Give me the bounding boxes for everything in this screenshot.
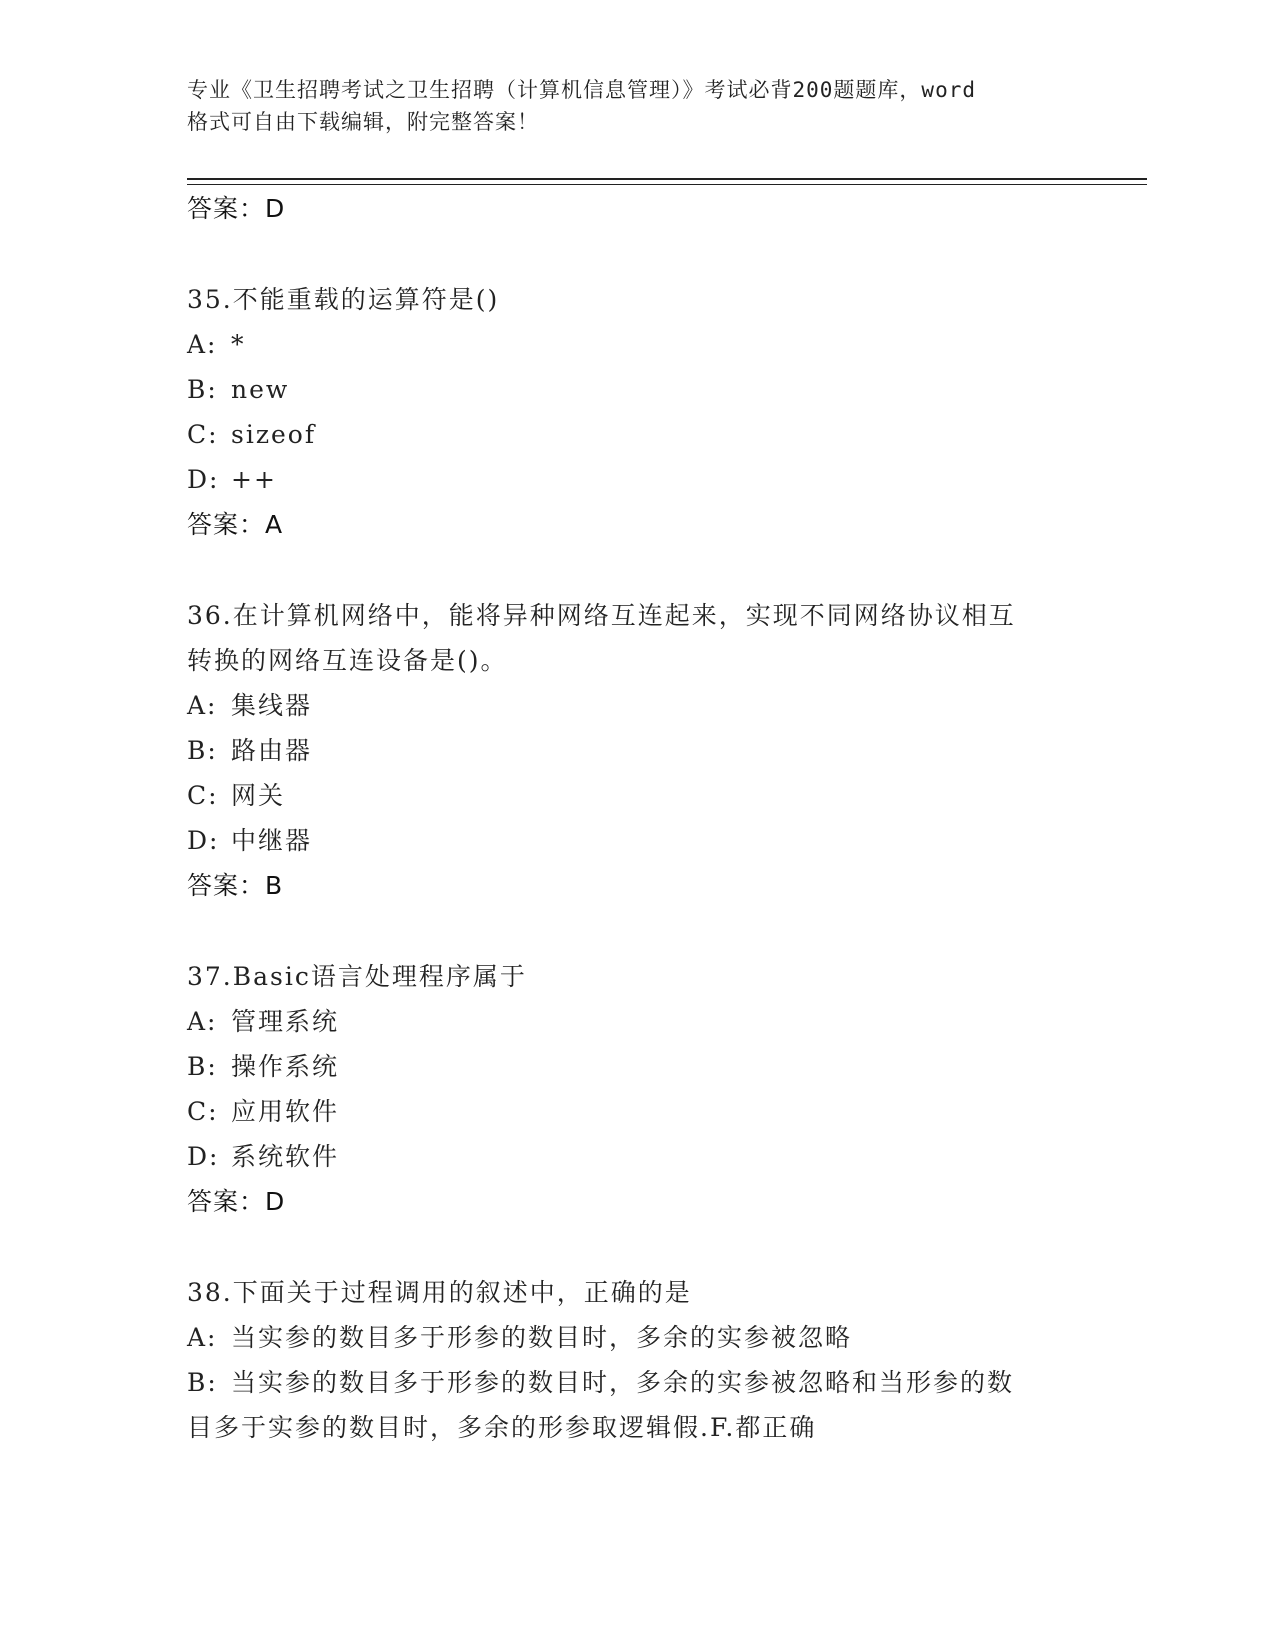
option-letter: B: xyxy=(187,1052,218,1081)
option-a xyxy=(187,683,1087,728)
option-text: 当实参的数目多于形参的数目时，多余的实参被忽略 xyxy=(231,1323,853,1352)
option-letter: D: xyxy=(187,465,220,494)
question-block-36 xyxy=(187,593,1087,908)
document-content xyxy=(187,186,1087,1450)
question-text-continued: 转换的网络互连设备是()。 xyxy=(187,646,508,675)
answer-line: 答案：D xyxy=(187,1187,286,1216)
option-text: 路由器 xyxy=(231,736,313,765)
option-letter: C: xyxy=(187,420,219,449)
option-a xyxy=(187,999,1087,1044)
option-text: 应用软件 xyxy=(231,1097,340,1126)
option-a xyxy=(187,1315,1087,1360)
option-d xyxy=(187,457,1087,502)
spacer xyxy=(187,1224,1087,1270)
question-text: 36.在计算机网络中，能将异种网络互连起来，实现不同网络协议相互 xyxy=(187,601,1016,630)
option-letter: B: xyxy=(187,1368,218,1397)
header-line-1: 专业《卫生招聘考试之卫生招聘（计算机信息管理）》考试必背200题题库，word xyxy=(187,78,976,102)
answer-line: 答案：A xyxy=(187,510,284,539)
question-block-37 xyxy=(187,954,1087,1224)
option-d xyxy=(187,818,1087,863)
option-text: ++ xyxy=(231,465,277,494)
option-letter: B: xyxy=(187,736,218,765)
option-letter: C: xyxy=(187,781,219,810)
option-text-continued: 目多于实参的数目时，多余的形参取逻辑假.F.都正确 xyxy=(187,1413,817,1442)
question-block-38 xyxy=(187,1270,1087,1450)
header-rule-thin xyxy=(187,184,1147,185)
option-d xyxy=(187,1134,1087,1179)
option-text: 网关 xyxy=(231,781,286,810)
option-letter: C: xyxy=(187,1097,219,1126)
option-text: 系统软件 xyxy=(231,1142,340,1171)
option-text: sizeof xyxy=(231,420,317,449)
option-letter: B: xyxy=(187,375,218,404)
option-b xyxy=(187,1360,1087,1405)
option-letter: A: xyxy=(187,1007,218,1036)
option-c xyxy=(187,412,1087,457)
option-text: new xyxy=(231,375,290,404)
answer-line: 答案：B xyxy=(187,871,284,900)
option-a xyxy=(187,322,1087,367)
option-letter: A: xyxy=(187,330,218,359)
spacer xyxy=(187,547,1087,593)
spacer xyxy=(187,231,1087,277)
answer-line: 答案：D xyxy=(187,194,286,223)
option-c xyxy=(187,773,1087,818)
option-text: 管理系统 xyxy=(231,1007,340,1036)
option-text: 中继器 xyxy=(231,826,313,855)
question-text: 38.下面关于过程调用的叙述中，正确的是 xyxy=(187,1278,692,1307)
document-header xyxy=(187,74,1087,138)
spacer xyxy=(187,908,1087,954)
question-text: 37.Basic语言处理程序属于 xyxy=(187,962,527,991)
option-letter: A: xyxy=(187,1323,218,1352)
option-b xyxy=(187,367,1087,412)
option-b xyxy=(187,1044,1087,1089)
question-text: 35.不能重载的运算符是() xyxy=(187,285,500,314)
option-text: * xyxy=(231,330,246,359)
header-rule-thick xyxy=(187,178,1147,180)
header-line-2: 格式可自由下载编辑，附完整答案！ xyxy=(187,110,539,134)
option-text: 当实参的数目多于形参的数目时，多余的实参被忽略和当形参的数 xyxy=(231,1368,1015,1397)
option-text: 集线器 xyxy=(231,691,313,720)
option-letter: D: xyxy=(187,1142,220,1171)
option-letter: A: xyxy=(187,691,218,720)
option-b xyxy=(187,728,1087,773)
option-text: 操作系统 xyxy=(231,1052,340,1081)
option-letter: D: xyxy=(187,826,220,855)
option-c xyxy=(187,1089,1087,1134)
question-block-35 xyxy=(187,277,1087,547)
